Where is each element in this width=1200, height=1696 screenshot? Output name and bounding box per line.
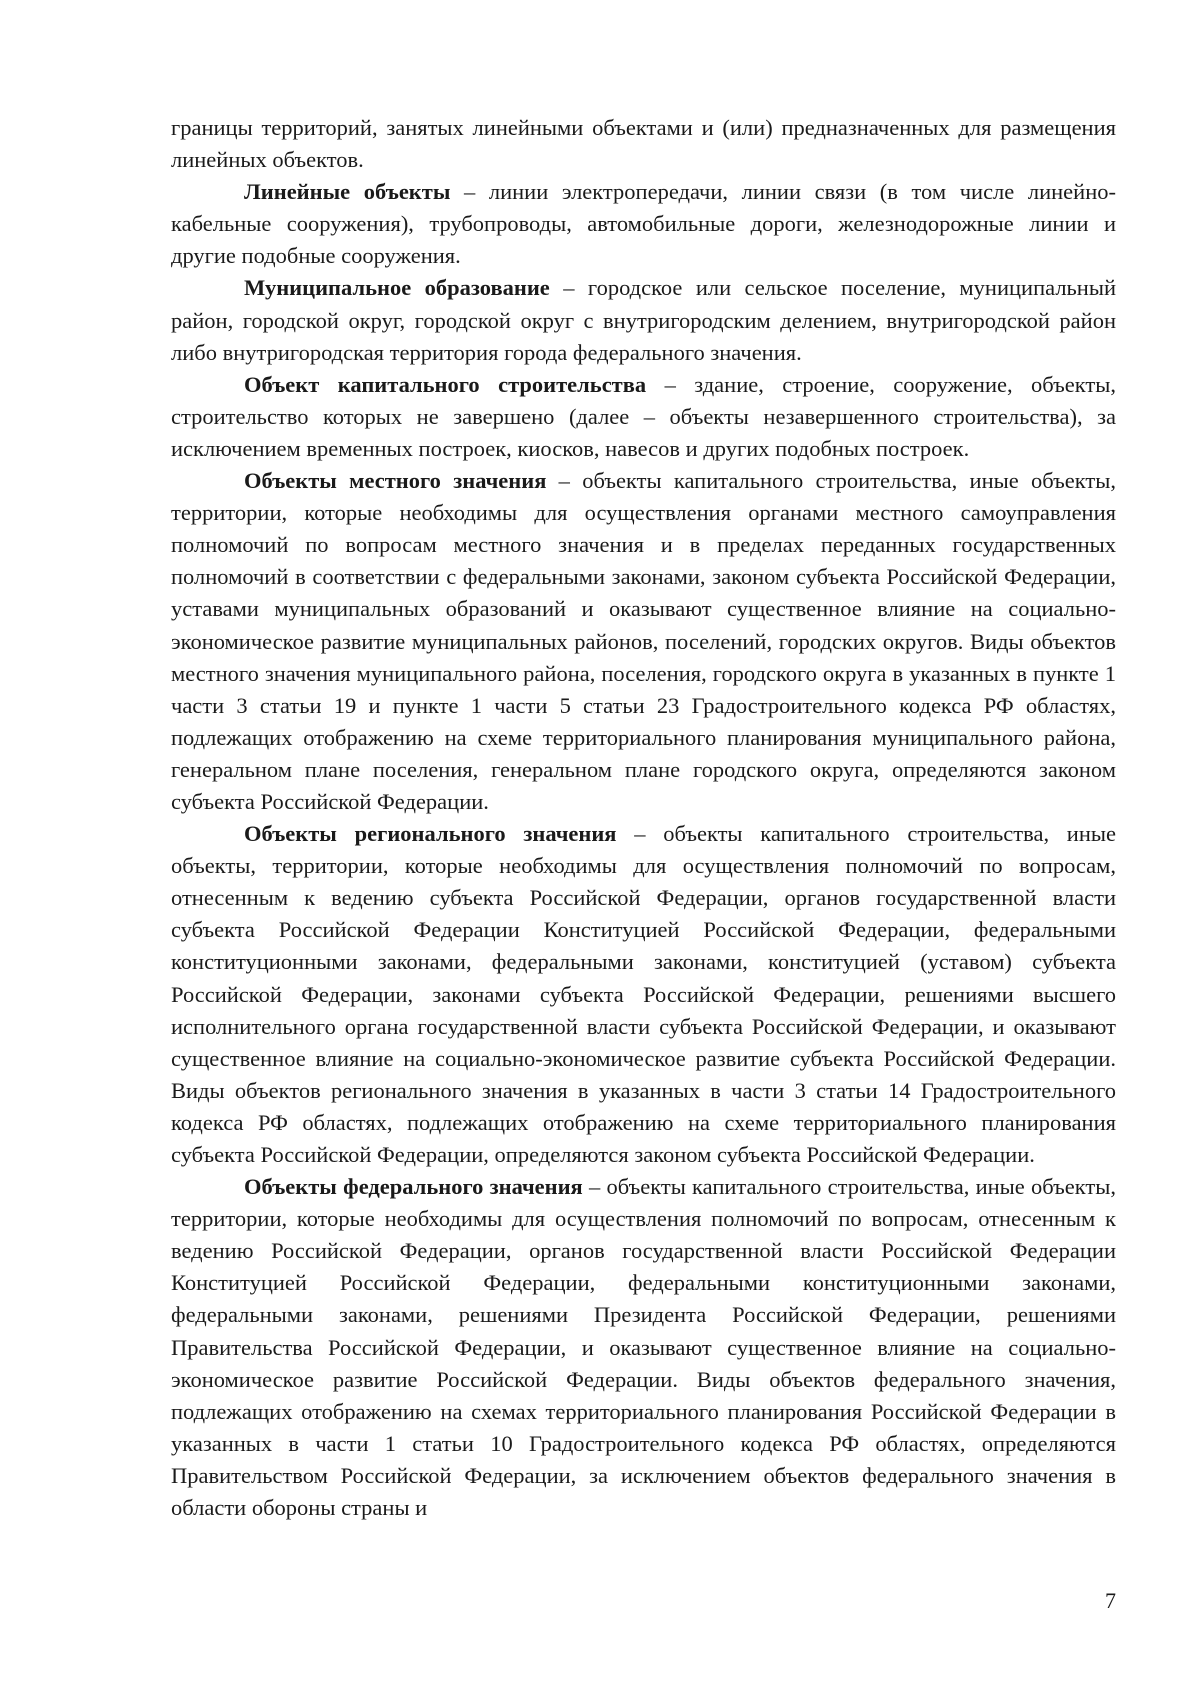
definition-capital-construction-object <box>171 369 1116 465</box>
definition-term: Объекты федерального значения <box>244 1174 583 1200</box>
definition-text: – объекты капитального строительства, иные объекты, территории, которые необходимы для осуществления полномочий по вопросам, отнесенным к ведению Российской Федерации, органов государственной власти Российской Федерации Конституцией Российской Федерации, федеральными конституционными законами, федеральными законами, решениями Президента Российской Федерации, решениями Правительства Российской Федерации, и оказывают существенное влияние на социально-экономическое развитие Российской Федерации. Виды объектов федерального значения, подлежащих отображению на схемах территориального планирования Российской Федерации в указанных в части 1 статьи 10 Градостроительного кодекса РФ областях, определяются Правительством Российской Федерации, за исключением объектов федерального значения в области обороны страны и <box>171 1174 1116 1521</box>
definition-term: Линейные объекты <box>244 179 451 205</box>
paragraph-text: границы территорий, занятых линейными объектами и (или) предназначенных для размещения линейных объектов. <box>171 115 1116 173</box>
paragraph-continuation <box>171 112 1116 176</box>
definition-local-objects <box>171 465 1116 818</box>
definition-term: Объект капитального строительства <box>244 371 647 397</box>
definition-linear-objects <box>171 176 1116 272</box>
definition-regional-objects <box>171 818 1116 1171</box>
definition-federal-objects <box>171 1171 1116 1524</box>
definition-text: – объекты капитального строительства, иные объекты, территории, которые необходимы для осуществления полномочий по вопросам, отнесенным к ведению субъекта Российской Федерации, органов государственной власти субъекта Российской Федерации Конституцией Российской Федерации, федеральными конституционными законами, федеральными законами, конституцией (уставом) субъекта Российской Федерации, законами субъекта Российской Федерации, решениями высшего исполнительного органа государственной власти субъекта Российской Федерации, и оказывают существенное влияние на социально-экономическое развитие субъекта Российской Федерации. Виды объектов регионального значения в указанных в части 3 статьи 14 Градостроительного кодекса РФ областях, подлежащих отображению на схеме территориального планирования субъекта Российской Федерации, определяются законом субъекта Российской Федерации. <box>171 821 1116 1167</box>
definition-text: – линии электропередачи, линии связи (в том числе линейно-кабельные сооружения), трубопроводы, автомобильные дороги, железнодорожные линии и другие подобные сооружения. <box>171 179 1116 269</box>
definition-term: Муниципальное образование <box>244 275 550 301</box>
definition-municipal-formation <box>171 272 1116 368</box>
definition-term: Объекты регионального значения <box>244 821 617 847</box>
definition-text: – здание, строение, сооружение, объекты, строительство которых не завершено (далее – объекты незавершенного строительства), за исключением временных построек, киосков, навесов и других подобных построек. <box>171 371 1116 461</box>
definition-text: – объекты капитального строительства, иные объекты, территории, которые необходимы для осуществления органами местного самоуправления полномочий по вопросам местного значения и в пределах переданных государственных полномочий в соответствии с федеральными законами, законом субъекта Российской Федерации, уставами муниципальных образований и оказывают существенное влияние на социально-экономическое развитие муниципальных районов, поселений, городских округов. Виды объектов местного значения муниципального района, поселения, городского округа в указанных в пункте 1 части 3 статьи 19 и пункте 1 части 5 статьи 23 Градостроительного кодекса РФ областях, подлежащих отображению на схеме территориального планирования муниципального района, генеральном плане поселения, генеральном плане городского округа, определяются законом субъекта Российской Федерации. <box>171 468 1116 814</box>
document-body <box>171 112 1116 1524</box>
page-number: 7 <box>1105 1588 1116 1613</box>
definition-text: – городское или сельское поселение, муниципальный район, городской округ, городской округ с внутригородским делением, внутригородской район либо внутригородская территория города федерального значения. <box>171 275 1117 365</box>
definition-term: Объекты местного значения <box>244 468 547 494</box>
